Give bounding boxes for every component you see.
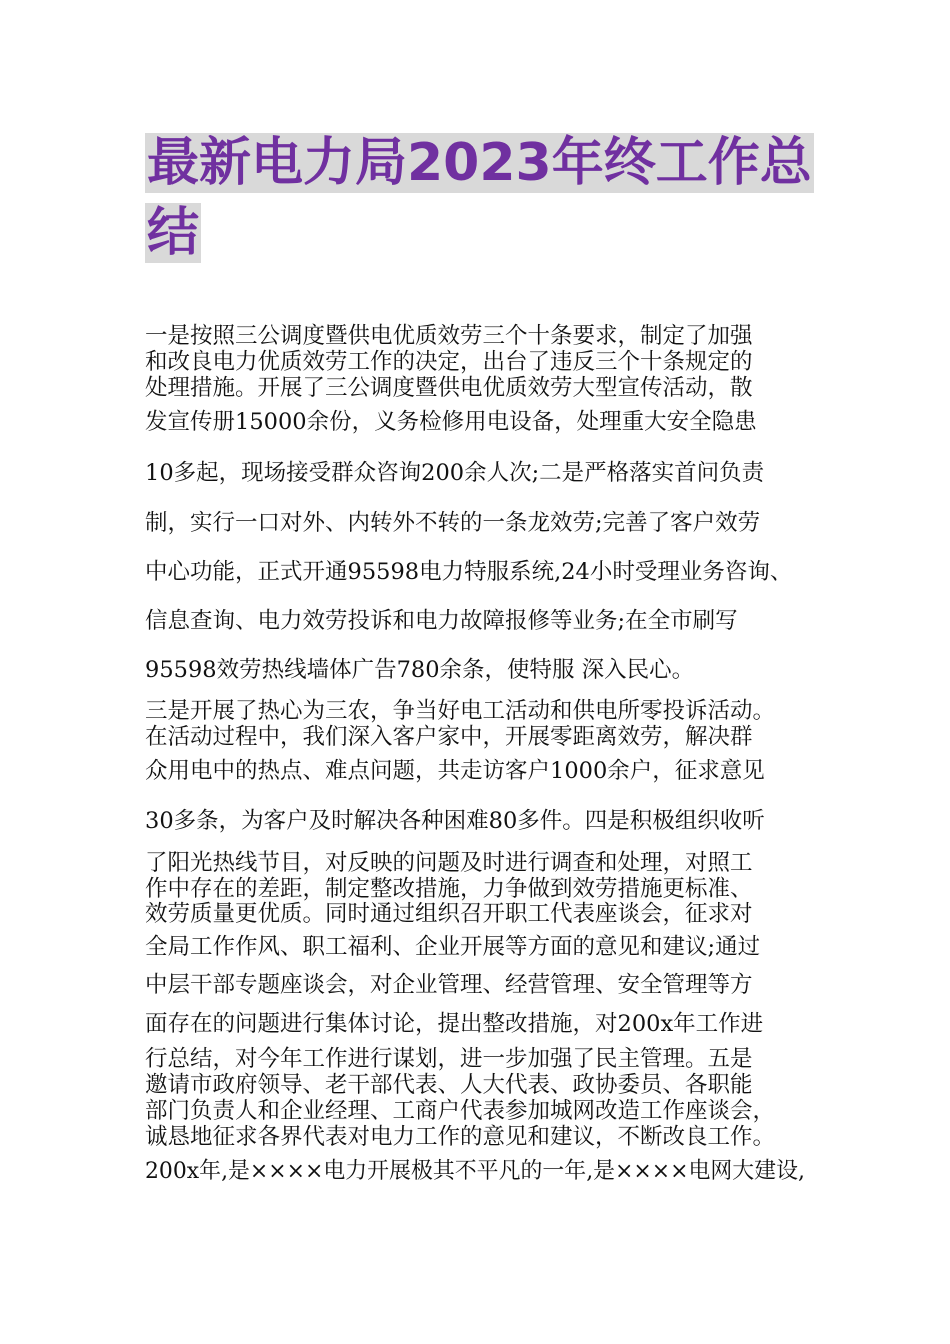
body-line: 95598效劳热线墙体广告780余条，使特服 深入民心。: [145, 657, 695, 683]
body-line: 面存在的问题进行集体讨论，提出整改措施，对200x年工作进: [145, 1011, 764, 1037]
body-line: 在活动过程中，我们深入客户家中，开展零距离效劳，解决群: [145, 724, 753, 750]
body-line: 10多起，现场接受群众咨询200余人次;二是严格落实首问负责: [145, 460, 765, 486]
body-line: 效劳质量更优质。同时通过组织召开职工代表座谈会，征求对: [145, 901, 753, 927]
body-line: 200x年,是××××电力开展极其不平凡的一年,是××××电网大建设,: [145, 1158, 805, 1184]
body-line: 30多条，为客户及时解决各种困难80多件。四是积极组织收听: [145, 808, 765, 834]
document-title: [145, 128, 825, 268]
body-line: 全局工作作风、职工福利、企业开展等方面的意见和建议;通过: [145, 934, 761, 960]
body-line: 和改良电力优质效劳工作的决定，出台了违反三个十条规定的: [145, 349, 753, 375]
body-line: 中心功能，正式开通95598电力特服系统,24小时受理业务咨询、: [145, 559, 793, 585]
body-line: 作中存在的差距，制定整改措施，力争做到效劳措施更标准、: [145, 876, 753, 902]
body-line: 制，实行一口对外、内转外不转的一条龙效劳;完善了客户效劳: [145, 510, 761, 536]
body-line: 了阳光热线节目，对反映的问题及时进行调查和处理，对照工: [145, 850, 753, 876]
body-line: 信息查询、电力效劳投诉和电力故障报修等业务;在全市刷写: [145, 608, 738, 634]
body-line: 部门负责人和企业经理、工商户代表参加城网改造工作座谈会，: [145, 1098, 776, 1124]
body-line: 邀请市政府领导、老干部代表、人大代表、政协委员、各职能: [145, 1072, 753, 1098]
body-line: 一是按照三公调度暨供电优质效劳三个十条要求，制定了加强: [145, 323, 753, 349]
body-line: 诚恳地征求各界代表对电力工作的意见和建议，不断改良工作。: [145, 1124, 776, 1150]
body-line: 处理措施。开展了三公调度暨供电优质效劳大型宣传活动，散: [145, 375, 753, 401]
body-line: 发宣传册15000余份，义务检修用电设备，处理重大安全隐患: [145, 409, 757, 435]
title-highlight: 最新电力局2023年终工作总结: [147, 133, 812, 263]
body-line: 行总结，对今年工作进行谋划，进一步加强了民主管理。五是: [145, 1046, 753, 1072]
body-line: 众用电中的热点、难点问题，共走访客户1000余户，征求意见: [145, 758, 765, 784]
body-line: 三是开展了热心为三农，争当好电工活动和供电所零投诉活动。: [145, 698, 776, 724]
body-line: 中层干部专题座谈会，对企业管理、经营管理、安全管理等方: [145, 972, 753, 998]
